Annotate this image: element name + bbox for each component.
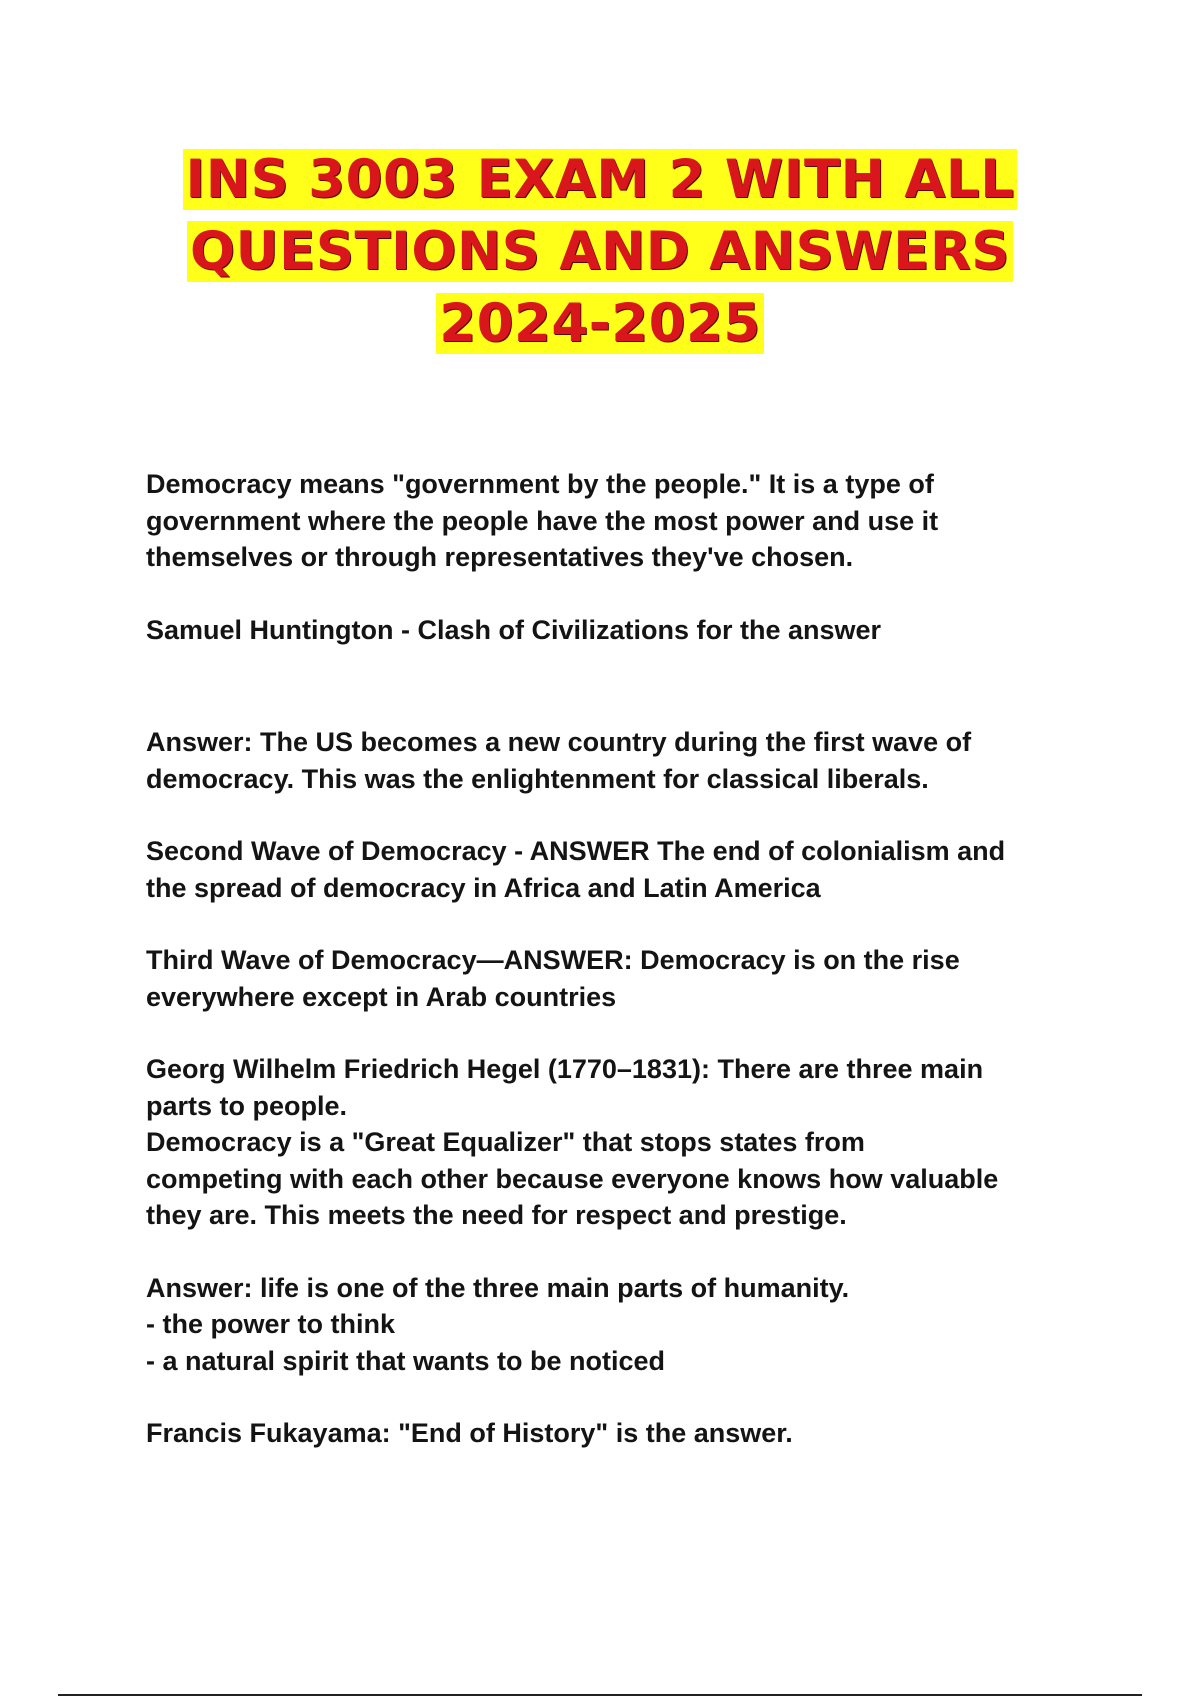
paragraph-huntington: Samuel Huntington - Clash of Civilizations for the answer xyxy=(146,614,882,645)
paragraph-first-wave: Answer: The US becomes a new country during the first wave of democracy. This was the enlightenment for classical liberals. xyxy=(146,727,972,794)
title-line-1: INS 3003 EXAM 2 WITH ALL xyxy=(0,144,1200,216)
title-line-3: 2024-2025 xyxy=(0,288,1200,360)
title-line-2: QUESTIONS AND ANSWERS xyxy=(0,216,1200,288)
document-title xyxy=(0,144,1200,360)
document-body xyxy=(146,466,1086,1488)
paragraph-democracy-definition: Democracy means "government by the people." It is a type of government where the people have the most power and use it themselves or through representatives they've chosen. xyxy=(146,469,939,572)
paragraph-second-wave: Second Wave of Democracy - ANSWER The end of colonialism and the spread of democracy in Africa and Latin America xyxy=(146,836,1006,903)
footer-divider xyxy=(58,1694,1142,1696)
paragraph-third-wave: Third Wave of Democracy—ANSWER: Democracy is on the rise everywhere except in Arab countries xyxy=(146,945,960,1012)
paragraph-hegel: Georg Wilhelm Friedrich Hegel (1770–1831): There are three main parts to people. Democracy is a "Great Equalizer" that stops states from competing with each other because everyone knows how valuable they are. This meets the need for respect and prestige. xyxy=(146,1054,999,1230)
paragraph-humanity-parts: Answer: life is one of the three main parts of humanity. - the power to think - a natural spirit that wants to be noticed xyxy=(146,1272,850,1376)
spacer xyxy=(146,684,1086,724)
paragraph-fukuyama: Francis Fukayama: "End of History" is the answer. xyxy=(146,1418,793,1448)
